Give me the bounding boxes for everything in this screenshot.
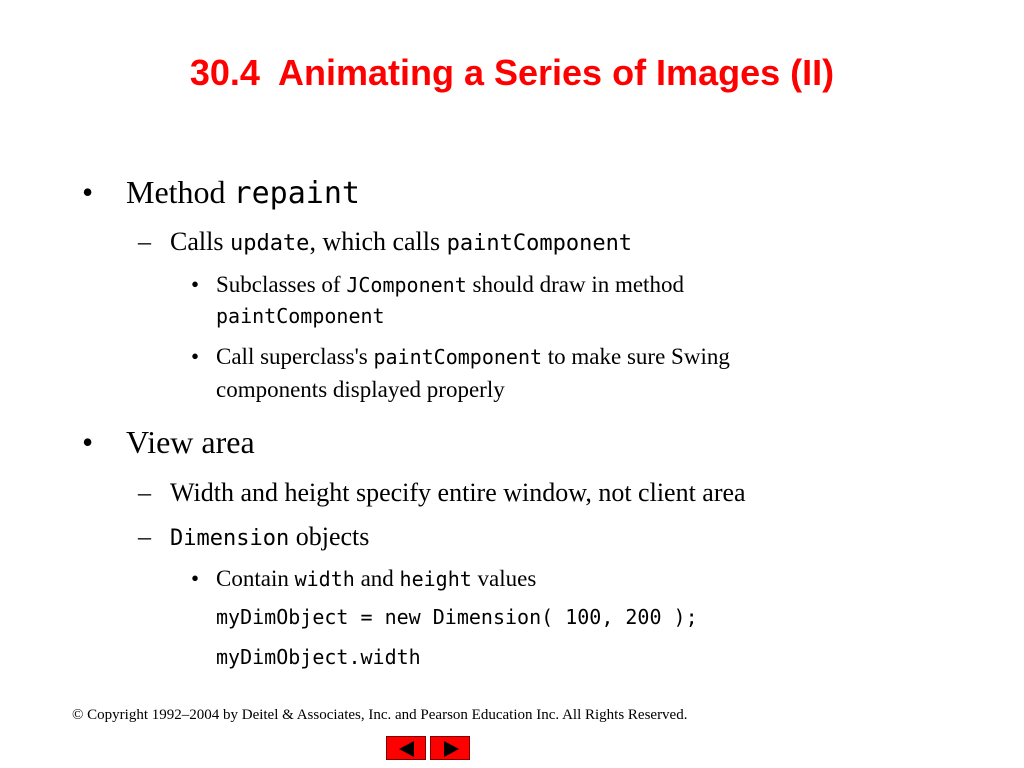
item-text: should draw in method (466, 272, 684, 297)
bullet-marker: • (191, 566, 200, 591)
dash-marker: – (138, 522, 151, 551)
dash-marker: – (138, 227, 151, 256)
previous-slide-button[interactable] (386, 736, 426, 760)
item-contain-width-height (216, 566, 536, 592)
bullet-text: Method (126, 174, 234, 210)
code-paintcomponent: paintComponent (216, 304, 385, 328)
subbullet-text: Width and height specify entire window, not client area (170, 478, 746, 507)
dash-marker: – (138, 478, 151, 507)
item-text: Call superclass's (216, 344, 374, 369)
item-subclasses-jcomponent-cont (216, 303, 385, 329)
subbullet-text: objects (289, 522, 370, 551)
item-text: Subclasses of (216, 272, 347, 297)
code-update: update (229, 231, 310, 256)
item-text: to make sure Swing (542, 344, 730, 369)
slide-title-number: 30.4 (189, 52, 260, 93)
code-dimension: Dimension (170, 526, 290, 551)
subbullet-dimension-objects (170, 522, 369, 552)
code-width: width (294, 567, 355, 591)
code-repaint: repaint (233, 176, 360, 211)
left-arrow-icon (387, 737, 427, 761)
bullet-view-area (126, 424, 255, 461)
code-height: height (399, 567, 472, 591)
item-text: components displayed properly (216, 377, 505, 402)
subbullet-text: , which calls (309, 227, 447, 256)
slide-title-text: Animating a Series of Images (II) (277, 52, 835, 93)
subbullet-calls-update (170, 227, 632, 257)
copyright-footer: © Copyright 1992–2004 by Deitel & Associates, Inc. and Pearson Education Inc. All Rights Reserved. (72, 707, 688, 723)
code-paintcomponent: paintComponent (373, 345, 543, 369)
item-text: Contain (216, 566, 295, 591)
code-jcomponent: JComponent (346, 273, 467, 297)
bullet-marker: • (191, 272, 200, 297)
bullet-text: View area (126, 424, 255, 460)
bullet-method-repaint (126, 174, 360, 211)
item-call-superclass-cont (216, 377, 505, 403)
code-paintcomponent: paintComponent (446, 231, 633, 256)
subbullet-width-height (170, 478, 746, 508)
item-text: and (354, 566, 400, 591)
item-subclasses-jcomponent (216, 272, 684, 298)
subbullet-text: Calls (170, 227, 230, 256)
bullet-marker: • (82, 174, 94, 210)
next-slide-button[interactable] (430, 736, 470, 760)
slide-title (0, 52, 1024, 94)
code-line: myDimObject.width (216, 645, 421, 669)
bullet-marker: • (82, 424, 94, 460)
code-line: myDimObject = new Dimension( 100, 200 ); (216, 605, 698, 629)
item-text: values (471, 566, 537, 591)
item-call-superclass (216, 344, 730, 370)
bullet-marker: • (191, 344, 200, 369)
right-arrow-icon (431, 737, 471, 761)
